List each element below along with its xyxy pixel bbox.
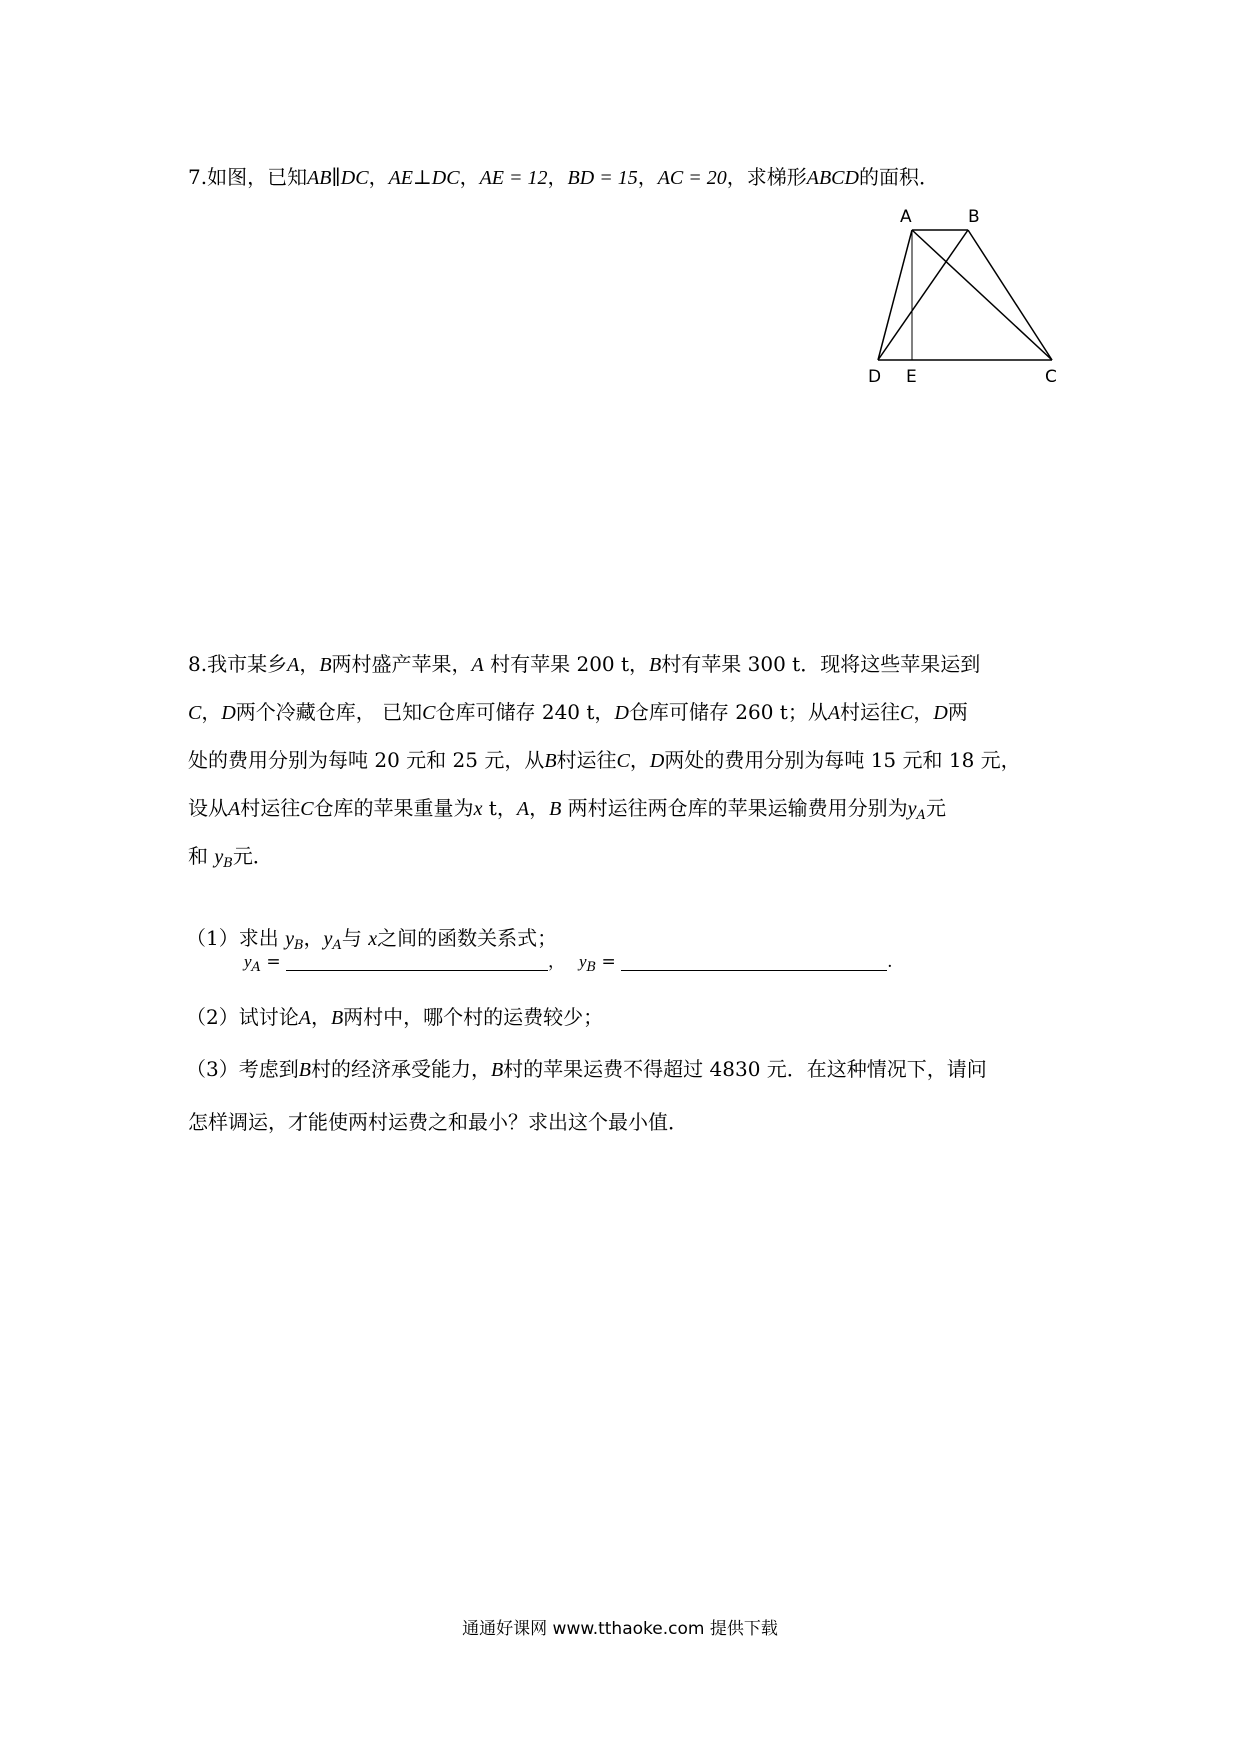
q8-text: ， xyxy=(201,700,222,724)
q8-text: ， xyxy=(913,700,934,724)
label-e: E xyxy=(906,367,917,387)
yb-subscript: B xyxy=(586,960,597,975)
q8-var: D xyxy=(933,702,948,724)
q7-sep: ， xyxy=(637,165,658,189)
ya-subscript: A xyxy=(251,960,261,975)
q8-text: 两处的费用分别为每吨 15 元和 18 元， xyxy=(664,748,1021,772)
q8-var: A xyxy=(471,654,484,676)
q8-text: 村的苹果运费不得超过 4830 元．在这种情况下，请问 xyxy=(503,1057,987,1081)
q8-subscript: A xyxy=(332,938,342,953)
segment-ad xyxy=(878,230,912,360)
q7-text: ，求梯形 xyxy=(726,165,807,189)
q8-var: y xyxy=(285,928,294,950)
q8-var: C xyxy=(900,702,914,724)
label-d: D xyxy=(868,367,882,387)
segment-bc xyxy=(968,230,1052,360)
q8-text: 之间的函数关系式； xyxy=(377,926,558,950)
q8-text: 村有苹果 300 t．现将这些苹果运到 xyxy=(661,652,981,676)
trapezoid-diagram xyxy=(860,204,1060,394)
q7-trapezoid: ABCD xyxy=(806,167,859,189)
q8-var: A xyxy=(287,654,300,676)
q8-text: 两村中，哪个村的运费较少； xyxy=(343,1005,604,1029)
q8-text: 村的经济承受能力， xyxy=(310,1057,491,1081)
q8-var: D xyxy=(649,750,665,772)
q8-text: ， xyxy=(303,926,324,950)
q8-var: y xyxy=(214,846,224,868)
q7-bd: BD = 15 xyxy=(567,167,638,189)
answer-blanks xyxy=(244,950,893,980)
q8-subscript: B xyxy=(293,938,304,953)
q8-text: （2）试讨论 xyxy=(186,1005,299,1029)
question-7 xyxy=(188,165,939,190)
q8-var: C xyxy=(300,798,314,820)
ya-answer-blank[interactable] xyxy=(286,952,548,971)
q8-var: A xyxy=(228,798,241,820)
q7-sep: ， xyxy=(547,165,568,189)
q8-text: （1）求出 xyxy=(186,926,286,950)
q8-text: 村运往 xyxy=(240,796,301,820)
q8-var: A xyxy=(298,1007,311,1029)
segment-ac xyxy=(912,230,1052,360)
q7-text: 如图，已知 xyxy=(207,165,308,189)
blank-sep: ， xyxy=(548,952,565,972)
q7-parallel: AB∥DC xyxy=(307,167,369,189)
blank-end: . xyxy=(887,952,893,972)
q8-var: B xyxy=(298,1059,311,1081)
q8-text: 仓库的苹果重量为 xyxy=(313,796,474,820)
q8-text: 仓库可储存 260 t；从 xyxy=(628,700,828,724)
q8-var: y xyxy=(907,798,917,820)
question-8-part-3-cont xyxy=(188,1110,688,1134)
q8-text: 村运往 xyxy=(556,748,617,772)
q8-text: 处的费用分别为每吨 20 元和 25 元，从 xyxy=(188,748,545,772)
q8-text: t， xyxy=(482,796,517,820)
question-8-part-3 xyxy=(186,1057,987,1082)
question-8-part-2 xyxy=(186,1005,603,1030)
q8-text: 村运往 xyxy=(840,700,901,724)
q8-var: B xyxy=(544,750,557,772)
q8-text: 8.我市某乡 xyxy=(188,652,288,676)
q8-text: 仓库可储存 240 t， xyxy=(435,700,615,724)
page-footer: 通通好课网 www.tthaoke.com 提供下载 xyxy=(462,1619,778,1639)
q8-var: A xyxy=(827,702,841,724)
q8-var: B xyxy=(330,1007,344,1029)
q8-text: 两村盛产苹果， xyxy=(331,652,472,676)
q8-text: 怎样调运，才能使两村运费之和最小？求出这个最小值． xyxy=(188,1110,688,1134)
q8-var: B xyxy=(319,654,332,676)
q8-text: 元 xyxy=(925,796,946,820)
q8-var: x xyxy=(368,928,378,950)
question-8-line-3 xyxy=(188,748,1021,773)
q8-text: ， xyxy=(310,1005,331,1029)
question-8-line-5 xyxy=(188,844,273,876)
q8-text: （3）考虑到 xyxy=(186,1057,299,1081)
q7-ae: AE = 12 xyxy=(479,167,548,189)
q8-var: B xyxy=(490,1059,504,1081)
label-a: A xyxy=(900,207,912,227)
question-8-line-2 xyxy=(188,700,968,725)
label-b: B xyxy=(968,207,980,227)
q8-text: 与 xyxy=(341,926,369,950)
question-8-line-4 xyxy=(188,796,946,828)
q8-text: 两村运往两仓库的苹果运输费用分别为 xyxy=(561,796,908,820)
question-8-line-1 xyxy=(188,652,980,677)
q8-subscript: A xyxy=(916,808,926,823)
q8-var: C xyxy=(616,750,630,772)
q8-text: 两个冷藏仓库， 已知 xyxy=(235,700,423,724)
yb-answer-blank[interactable] xyxy=(621,952,887,971)
segment-bd xyxy=(878,230,968,360)
ya-equals: = xyxy=(260,952,286,972)
yb-equals: = xyxy=(596,952,622,972)
q8-text: 设从 xyxy=(188,796,228,820)
q7-perpendicular: AE⊥DC xyxy=(388,167,460,189)
question-number: 7. xyxy=(188,165,208,189)
q8-var: y xyxy=(323,928,333,950)
q8-subscript: B xyxy=(223,856,233,871)
q8-text: 两 xyxy=(947,700,968,724)
q7-sep: ， xyxy=(368,165,389,189)
q8-var: B xyxy=(549,798,562,820)
q8-text: ， xyxy=(629,748,650,772)
yb-var: y xyxy=(579,952,587,971)
label-c: C xyxy=(1045,367,1057,387)
q8-var: D xyxy=(614,702,629,724)
q8-var: C xyxy=(422,702,436,724)
q8-text: ， xyxy=(299,652,320,676)
q7-ac: AC = 20 xyxy=(657,167,727,189)
q7-sep: ， xyxy=(459,165,480,189)
trapezoid-figure xyxy=(860,204,1060,394)
q8-var: D xyxy=(221,702,236,724)
q8-var: B xyxy=(649,654,662,676)
q8-text: 村有苹果 200 t， xyxy=(483,652,650,676)
q8-var: C xyxy=(188,702,202,724)
q8-text: 和 xyxy=(188,844,215,868)
q7-text: 的面积． xyxy=(858,165,939,189)
q8-var: A xyxy=(516,798,530,820)
q8-var: x xyxy=(473,798,483,820)
q8-text: ， xyxy=(529,796,550,820)
q8-text: 元． xyxy=(232,844,273,868)
ya-var: y xyxy=(244,952,252,971)
